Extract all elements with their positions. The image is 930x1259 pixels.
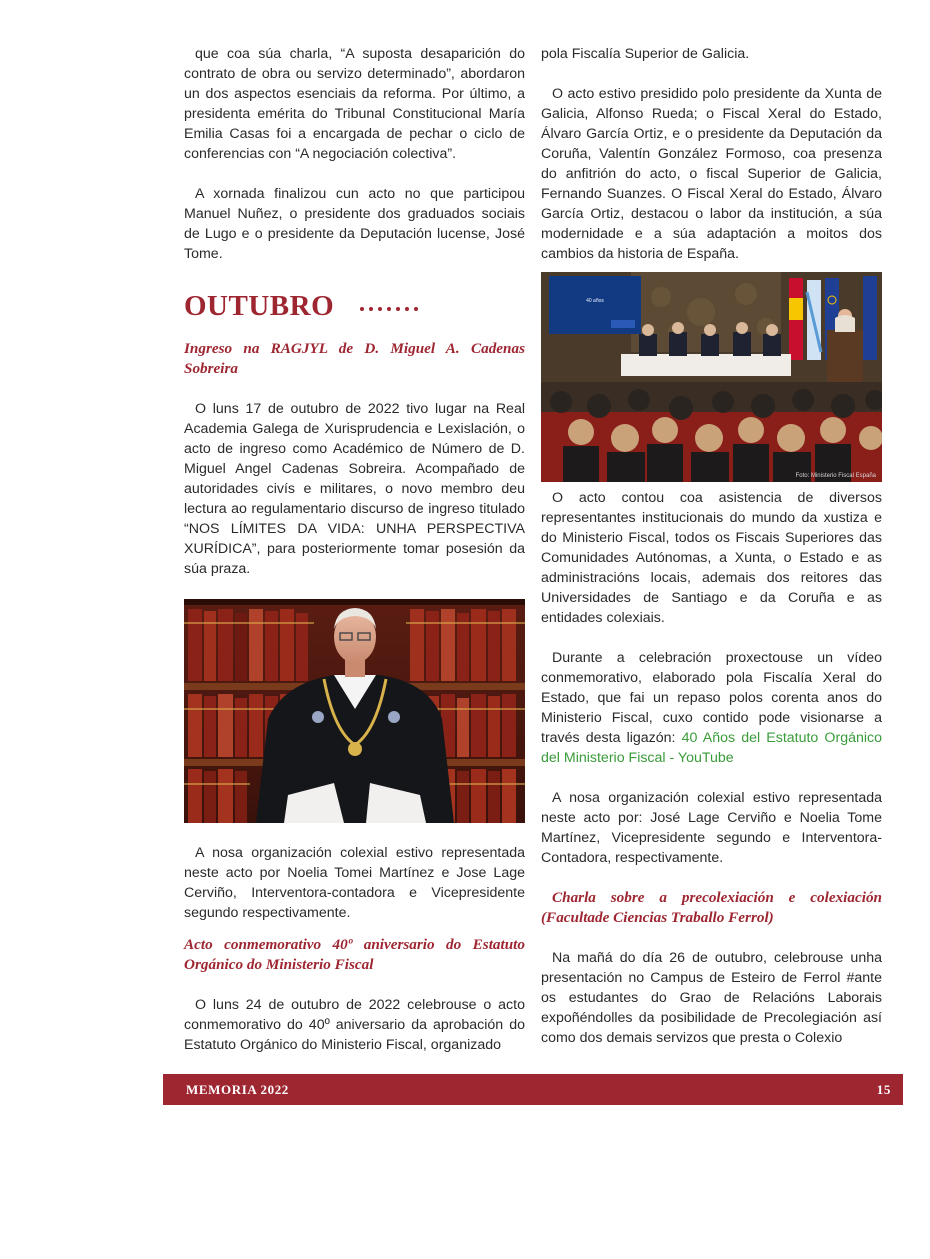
photo-credit: Foto: Ministerio Fiscal España [795,473,876,479]
svg-text:40 años: 40 años [586,298,604,304]
paragraph: que coa súa charla, “A suposta desaparición do contrato de obra ou servizo determinado”, abordaron un dos aspectos esenciais da reforma. Por último, a presidenta emérita do Tribunal Constitucional María Emilia Casas foi a encargada de pechar o ciclo de conferencias con “A negociación colectiva”. [184,46,525,162]
section-heading [184,290,525,323]
paragraph: pola Fiscalía Superior de Galicia. [541,46,750,62]
subheading-ragjyl: Ingreso na RAGJYL de D. Miguel A. Cadenas Sobreira [184,340,525,377]
paragraph: A nosa organización colexial estivo representada neste acto por Noelia Tomei Martínez e Jose Lage Cerviño, Interventora-contadora e Vicepresidente segundo respectivamente. [184,845,525,921]
page-number: 15 [876,1082,891,1097]
paragraph-text: Durante a celebración proxectouse un vídeo conmemorativo, elaborado pola Fiscalía Xeral do Estado, que fai un repaso polos corenta anos do Ministerio Fiscal, cuxo contido pode visionarse a través desta ligazón: [541,650,882,746]
left-column [184,44,525,1055]
section-title: OUTUBRO [184,290,335,322]
decorative-dots [360,307,418,311]
footer-title: MEMORIA 2022 [186,1082,289,1097]
paragraph: O luns 17 de outubro de 2022 tivo lugar na Real Academia Galega de Xurisprudencia e Lexislación, o acto de ingreso como Académico de Número de D. Miguel Angel Cadenas Sobreira. Acompañado de autoridades civís e militares, o novo membro deu lectura ao regulamentario discurso de ingreso titulado “NOS LÍMITES DA VIDA: UNHA PERSPECTIVA XURÍDICA”, para posteriormente tomar posesión da súa praza. [184,401,525,577]
subheading-charla: Charla sobre a precolexiación e colexiación (Facultade Ciencias Traballo Ferrol) [541,889,882,926]
paragraph-with-link [541,648,882,768]
youtube-video-link[interactable]: 40 Años del Estatuto Orgánico del Ministerio Fiscal - YouTube [541,730,883,766]
paragraph: O acto contou coa asistencia de diversos representantes institucionais do mundo da xustiza e do Ministerio Fiscal, todos os Fiscais Superiores das Comunidades Autónomas, a Xunta, o Estado e as administracións locais, ademais dos reitores das Universidades de Santiago e da Coruña e as entidades colexiais. [541,490,882,626]
paragraph: A xornada finalizou cun acto no que participou Manuel Nuñez, o presidente dos graduados sociais de Lugo e o presidente da Deputación lucense, José Tome. [184,186,525,262]
footer-bar [163,1074,903,1105]
paragraph: Na mañá do día 26 de outubro, celebrouse unha presentación no Campus de Esteiro de Ferrol #ante os estudantes do Grao de Relacións Laborais expoñéndolles da posibilidade de Precolegiación así como dos demais servizos que presta o Colexio [541,950,882,1046]
right-column [541,44,882,1048]
paragraph: O luns 24 de outubro de 2022 celebrouse o acto conmemorativo do 40º aniversario da aprobación do Estatuto Orgánico do Ministerio Fiscal, organizado [184,997,525,1053]
photo-academic-portrait [184,599,525,823]
paragraph: A nosa organización colexial estivo representada neste acto por: José Lage Cerviño e Noelia Tome Martínez, Vicepresidente segundo e Interventora-Contadora, respectivamente. [541,790,882,866]
paragraph: O acto estivo presidido polo presidente da Xunta de Galicia, Alfonso Rueda; o Fiscal Xeral do Estado, Álvaro García Ortiz, e o presidente da Deputación da Coruña, Valentín González Formoso, coa presenza do anfitrión do acto, o fiscal Superior de Galicia, Fernando Suanzes. O Fiscal Xeral do Estado, Álvaro García Ortiz, destacou o labor da institución, a súa modernidade e a súa adaptación a moitos dos cambios da historia de España. [541,86,882,262]
photo-ceremony-event [541,272,882,482]
subheading-estatuto: Acto conmemorativo 40º aniversario do Estatuto Orgánico do Ministerio Fiscal [184,936,525,973]
